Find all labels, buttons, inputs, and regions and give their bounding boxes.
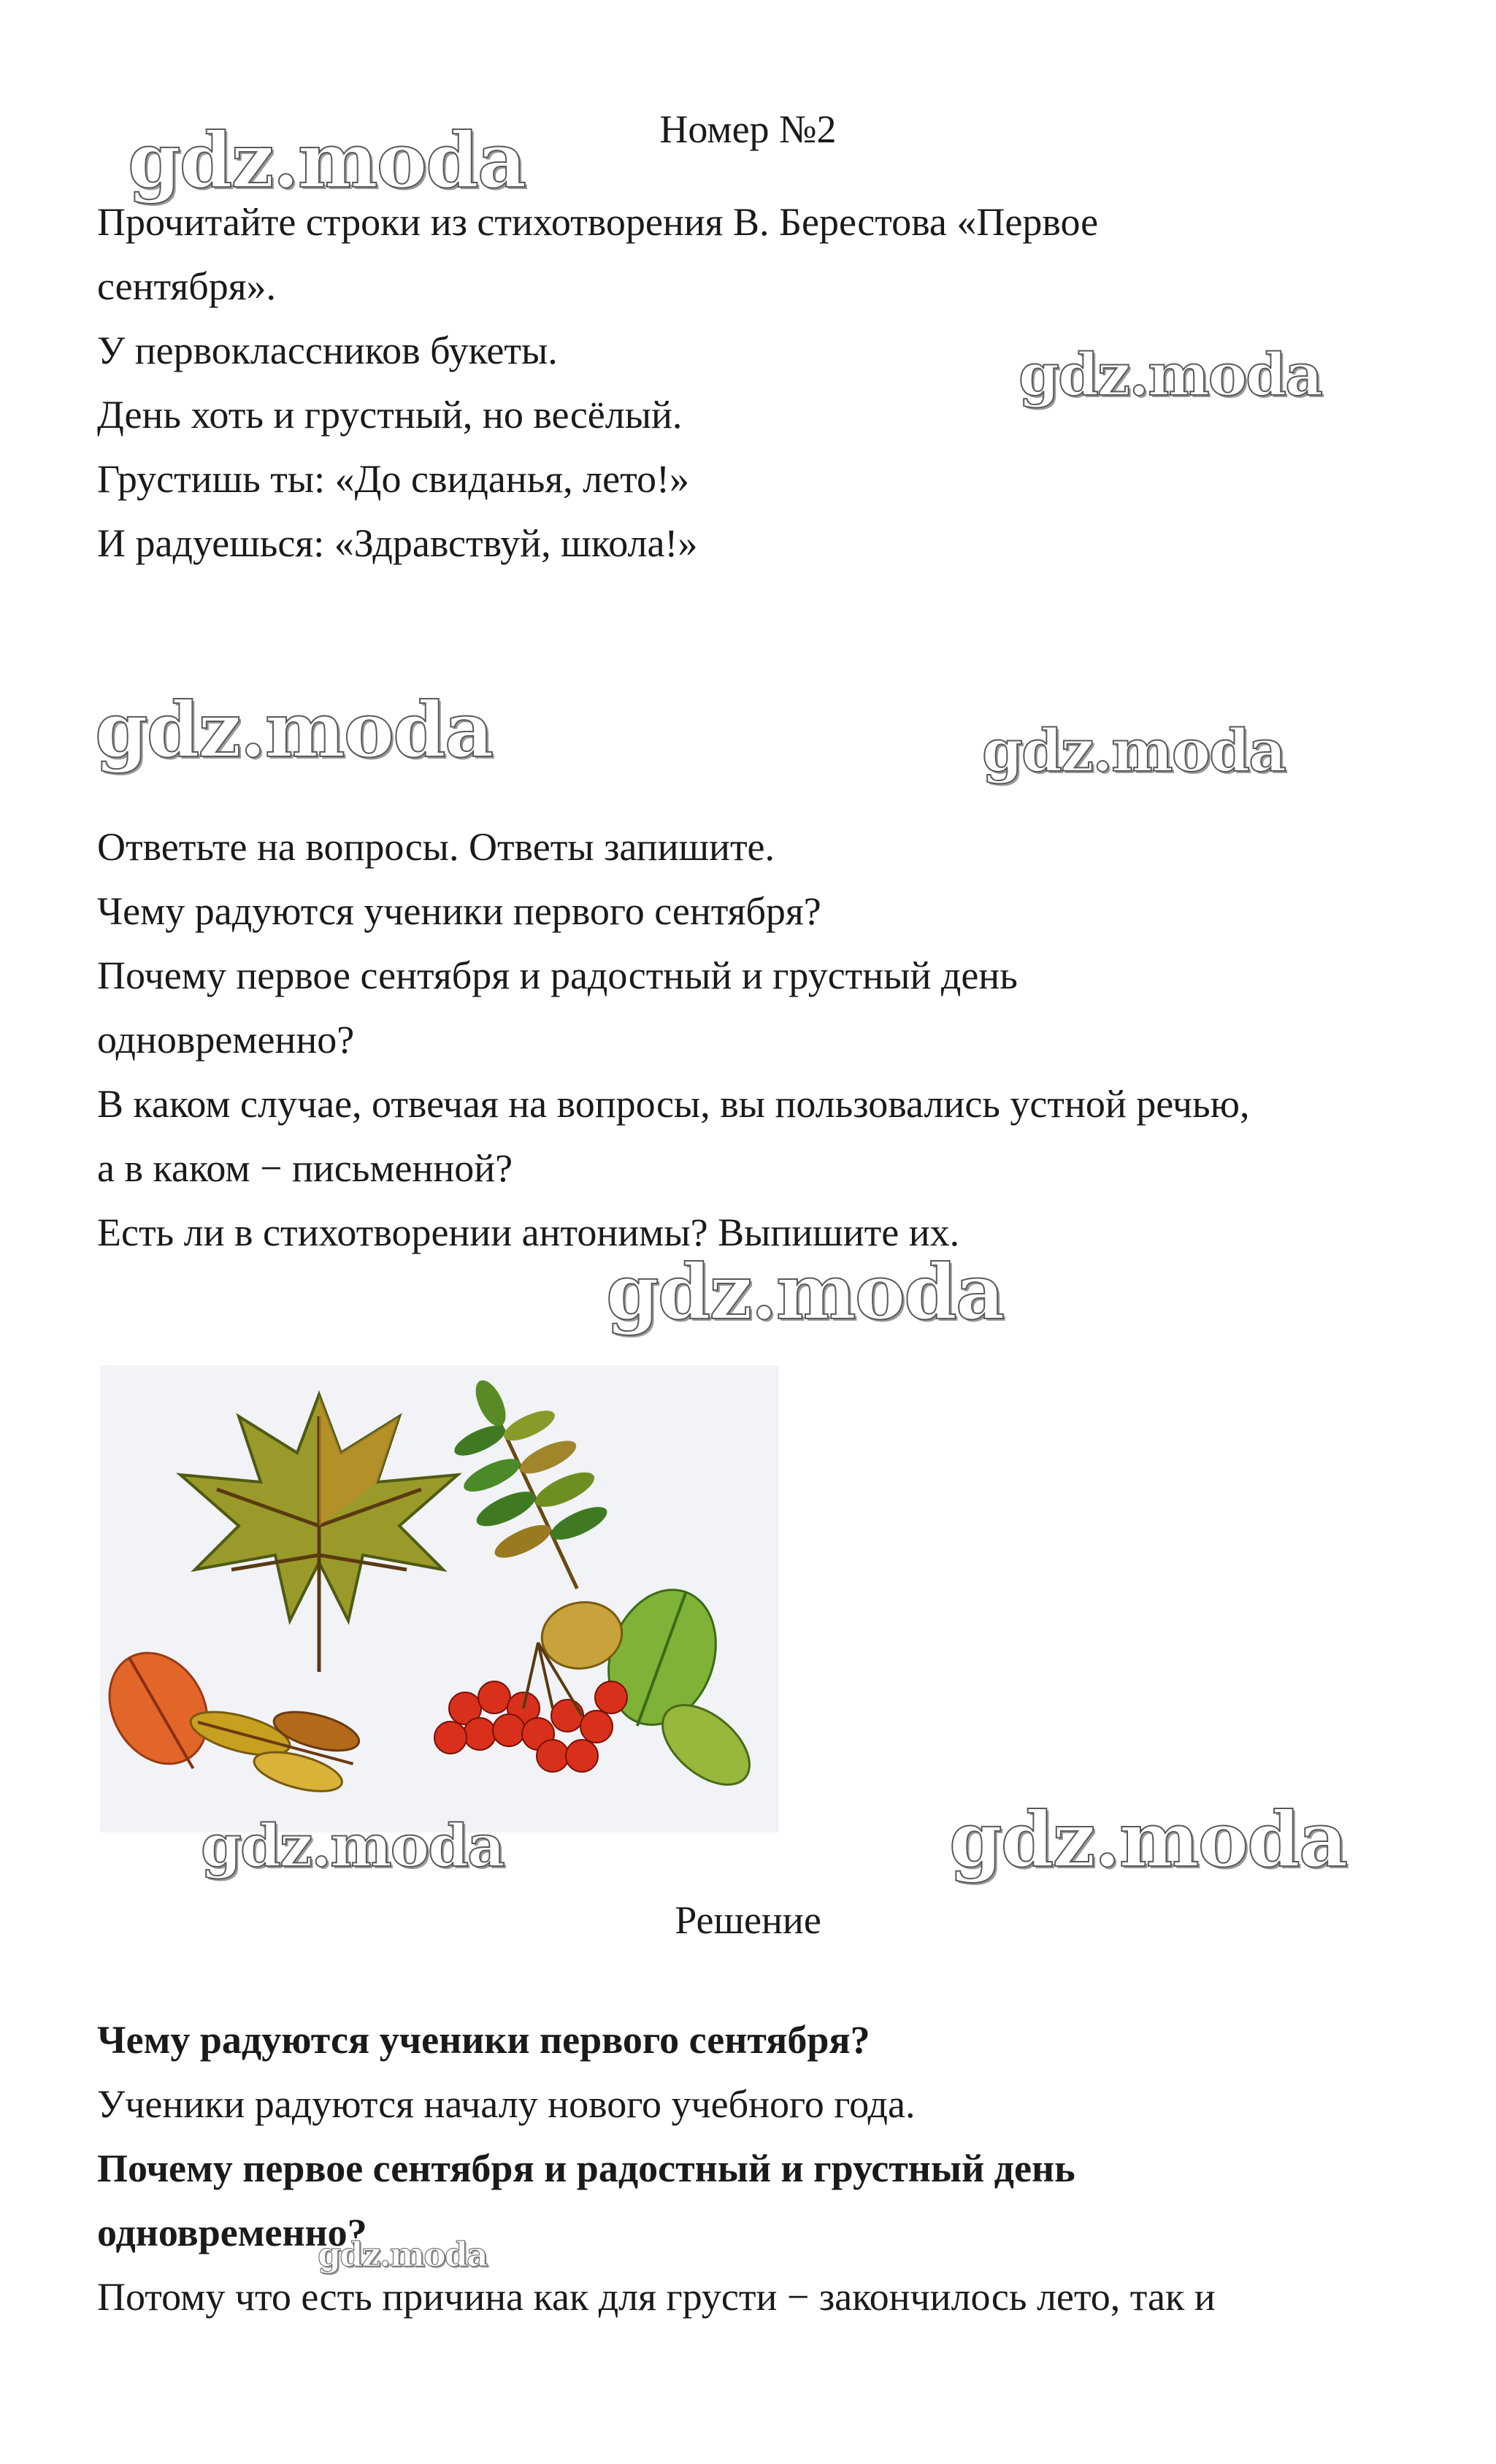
solution-question: Чему радуются ученики первого сентября? [97,2018,870,2062]
watermark: gdz.moda [949,1795,1347,1884]
watermark: gdz.moda [1019,340,1322,409]
question-line: Чему радуются ученики первого сентября? [97,889,821,933]
solution-question: Почему первое сентября и радостный и грустный день [97,2146,1075,2190]
question-line: Почему первое сентября и радостный и грустный день [97,953,1018,997]
poem-line: И радуешься: «Здравствуй, школа!» [97,521,698,565]
solution-question: одновременно? [97,2211,367,2254]
question-line: В каком случае, отвечая на вопросы, вы пользовались устной речью, [97,1082,1250,1126]
poem-line: День хоть и грустный, но весёлый. [97,393,683,437]
autumn-leaves-illustration [100,1365,779,1832]
poem-line: Грустишь ты: «До свиданья, лето!» [97,457,689,501]
solution-answer: Потому что есть причина как для грусти − закончилось лето, так и [97,2275,1216,2319]
page-title: Номер №2 [659,107,837,151]
solution-heading: Решение [675,1898,821,1942]
question-line: одновременно? [97,1018,355,1062]
autumn-leaves-rowan-icon [100,1365,779,1832]
question-line: а в каком − письменной? [97,1146,513,1190]
watermark: gdz.moda [606,1247,1004,1337]
watermark: gdz.moda [128,115,526,205]
watermark: gdz.moda [318,2235,487,2274]
question-line: Есть ли в стихотворении антонимы? Выпишите их. [97,1210,960,1254]
watermark: gdz.moda [201,1811,504,1880]
poem-line: У первоклассников букеты. [97,329,558,372]
solution-answer: Ученики радуются началу нового учебного года. [97,2082,916,2126]
task-intro-line: Прочитайте строки из стихотворения В. Берестова «Первое [97,200,1099,244]
question-line: Ответьте на вопросы. Ответы запишите. [97,825,775,869]
task-intro-line: сентября». [97,264,277,308]
watermark: gdz.moda [982,716,1285,785]
watermark: gdz.moda [95,685,493,775]
